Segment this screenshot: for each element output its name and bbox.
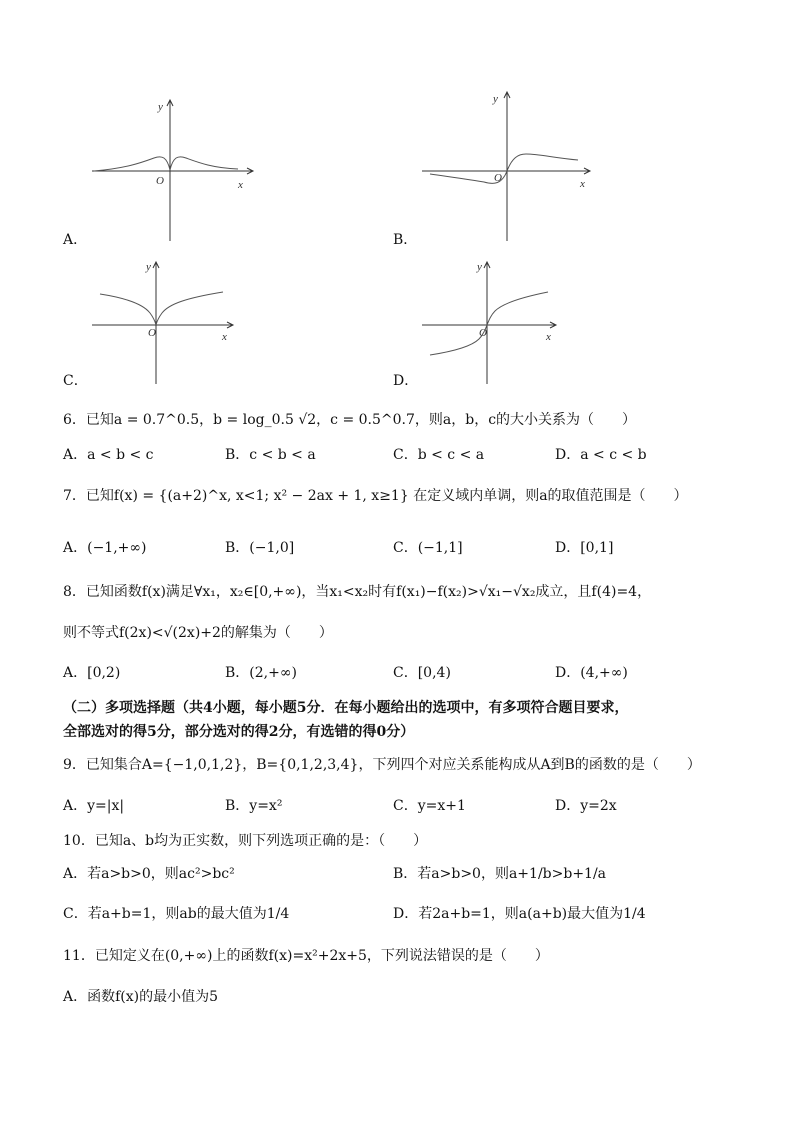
- q8-option-a[interactable]: A．[0,2): [63, 665, 121, 681]
- q10-option-d[interactable]: D．若2a+b=1，则a(a+b)最大值为1/4: [393, 906, 646, 922]
- graph-b-letter[interactable]: B．: [393, 232, 418, 248]
- graph-c-x-label: x: [222, 331, 227, 343]
- graph-a-x-label: x: [238, 179, 243, 191]
- q6-stem: 6．已知a = 0.7^0.5，b = log_0.5 √2，c = 0.5^0.7，则a，b，c的大小关系为（ ）: [63, 412, 637, 428]
- q7-option-b[interactable]: B．(−1,0]: [225, 540, 295, 556]
- q11-stem: 11．已知定义在(0,+∞)上的函数f(x)=x²+2x+5，下列说法错误的是（ ）: [63, 948, 549, 964]
- graph-d-x-label: x: [546, 331, 551, 343]
- graph-a-letter[interactable]: A．: [63, 232, 88, 248]
- q8-option-b[interactable]: B．(2,+∞): [225, 665, 297, 681]
- graph-a-y-label: y: [158, 101, 163, 113]
- q8-option-d[interactable]: D．(4,+∞): [555, 665, 628, 681]
- graph-c-letter[interactable]: C．: [63, 373, 88, 389]
- q11-option-a[interactable]: A．函数f(x)的最小值为5: [63, 989, 219, 1005]
- q8-stem-line2: 则不等式f(2x)<√(2x)+2的解集为（ ）: [63, 625, 333, 641]
- q9-stem: 9．已知集合A={−1,0,1,2}，B={0,1,2,3,4}，下列四个对应关系能构成从A到B的函数的是（ ）: [63, 757, 701, 773]
- graph-c-origin: O: [148, 327, 156, 339]
- graph-b-y-label: y: [493, 93, 498, 105]
- q6-option-d[interactable]: D．a < c < b: [555, 447, 647, 463]
- graph-b-origin: O: [494, 172, 502, 184]
- graph-a: [88, 96, 258, 246]
- q8-stem: 8．已知函数f(x)满足∀x₁，x₂∈[0,+∞)，当x₁<x₂时有f(x₁)−f(x₂)>√x₁−√x₂成立，且f(4)=4，: [63, 584, 652, 600]
- q8-option-c[interactable]: C．[0,4): [393, 665, 451, 681]
- q9-option-a[interactable]: A．y=|x|: [63, 798, 125, 814]
- q7-option-c[interactable]: C．(−1,1]: [393, 540, 463, 556]
- graph-d-origin: O: [479, 327, 487, 339]
- graph-d: [420, 258, 560, 386]
- q9-option-c[interactable]: C．y=x+1: [393, 798, 466, 814]
- graph-d-y-label: y: [477, 261, 482, 273]
- q7-stem: 7．已知f(x) = {(a+2)^x, x<1; x² − 2ax + 1, x≥1} 在定义域内单调，则a的取值范围是（ ）: [63, 488, 688, 504]
- graph-c-y-label: y: [146, 261, 151, 273]
- section-title-line2: 全部选对的得5分，部分选对的得2分，有选错的得0分）: [63, 724, 415, 740]
- graph-d-letter[interactable]: D．: [393, 373, 419, 389]
- graph-a-origin: O: [156, 175, 164, 187]
- graph-b-x-label: x: [580, 178, 585, 190]
- q9-option-d[interactable]: D．y=2x: [555, 798, 617, 814]
- graph-c: [88, 258, 238, 386]
- q6-option-a[interactable]: A．a < b < c: [63, 447, 154, 463]
- graph-b: [418, 88, 593, 243]
- q7-option-a[interactable]: A．(−1,+∞): [63, 540, 147, 556]
- section-title-line1: （二）多项选择题（共4小题，每小题5分．在每小题给出的选项中，有多项符合题目要求，: [63, 700, 629, 716]
- q10-stem: 10．已知a、b均为正实数，则下列选项正确的是：（ ）: [63, 833, 428, 849]
- q7-option-d[interactable]: D．[0,1]: [555, 540, 614, 556]
- q10-option-b[interactable]: B．若a>b>0，则a+1/b>b+1/a: [393, 866, 607, 882]
- q6-option-c[interactable]: C．b < c < a: [393, 447, 485, 463]
- q6-option-b[interactable]: B．c < b < a: [225, 447, 316, 463]
- q10-option-c[interactable]: C．若a+b=1，则ab的最大值为1/4: [63, 906, 290, 922]
- q10-option-a[interactable]: A．若a>b>0，则ac²>bc²: [63, 866, 235, 882]
- q9-option-b[interactable]: B．y=x²: [225, 798, 283, 814]
